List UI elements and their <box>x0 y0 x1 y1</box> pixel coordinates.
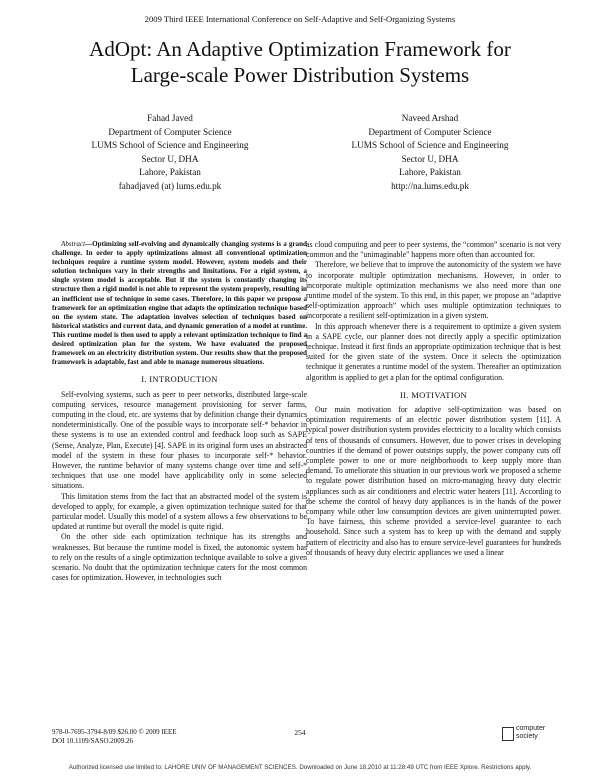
author-block <box>40 112 560 194</box>
author-name: Fahad Javed <box>147 113 193 123</box>
author-dept: Department of Computer Science <box>368 126 492 137</box>
paragraph: Therefore, we believe that to improve the autonomicity of the system we have to incorporate multiple optimization mechanisms. However, in order to incorporate multiple optimization mechanisms we also need more than one runtime model of the system. To this end, in this paper, we propose an “adaptive self-optimization approach” which uses multiple optimization techniques to incorporate a resilient self-optimization in a given system. <box>306 260 561 321</box>
abstract-text: —Optimizing self-evolving and dynamically changing systems is a grand challenge. In order to apply optimizations almost all conventional optimization techniques require a runtime system model. However, system models and their solution techniques vary in their strengths and limitations. For a rigid system, a single system model is acceptable. But if the system is constantly changing its structure then a rigid model is not able to represent the system properly, resulting in an inefficient use of technique in some cases. Therefore, in this paper we propose a framework for an optimization engine that adapts the optimization technique based on the system state. The adaptation involves selection of techniques based on historical statistics and current data, and dynamic generation of a model at runtime. This runtime model is then used to apply a relevant optimization technique to find a desired optimization plan for the system. We have evaluated the proposed framework on an electricity distribution system. Our results show that the proposed framework is adaptable, fast and able to manage numerous situations. <box>52 240 307 367</box>
logo-mark-icon <box>502 727 514 741</box>
paragraph: as cloud computing and peer to peer systems, the “common” scenario is not very common and the "unimaginable" happens more often than accounted for. <box>306 240 561 260</box>
paragraph: On the other side each optimization technique has its strengths and weaknesses. But because the runtime model is fixed, the autonomic system has to rely on the results of a single optimization technique available to solve a given scenario. No doubt that the optimization technique caters for the most common cases for optimization. However, in technologies such <box>52 532 307 583</box>
logo-text: society <box>516 732 538 740</box>
section-heading-introduction: I. INTRODUCTION <box>141 374 218 385</box>
author-dept: Department of Computer Science <box>108 126 232 137</box>
footer-isbn: 978-0-7695-3794-8/09 $26.00 © 2009 IEEE <box>52 728 177 736</box>
paragraph: Our main motivation for adaptive self-optimization was based on optimization requirements of an electric power distribution system [11]. A typical power distribution system provides electricity to a locality which consists of tens of thousands of consumers. However, due to power crises in developing countries if the demand of power outstrips supply, the power company cuts off complete power to one or more neighborhoods to keep supply more than demand. To ameliorate this situation in our previous work we proposed a scheme to regulate power distribution based on micro-managing heavy duty electric appliances such as air conditioners and electric water heaters [11]. According to the scheme the control of heavy duty appliances is in the hands of the power company while other low consumption devices are given uninterrupted power. To have fairness, this scheme provided a service-level guarantee to each household. Since such a system has to keep up with the demand and supply pattern of electricity and also has to ensure service-level guarantees for hundreds of thousands of heavy duty electric appliances we used a linear <box>306 405 561 557</box>
author-address: Sector U, DHA <box>141 153 199 164</box>
author-name: Naveed Arshad <box>401 113 459 123</box>
paragraph: This limitation stems from the fact that an abstracted model of the system is developed to apply, for example, a given optimization technique suited for that particular model. Usually this model of a system allows a few observations to be updated at runtime but overall the model is quite rigid. <box>52 491 307 532</box>
section-heading-motivation: II. MOTIVATION <box>399 389 468 400</box>
paper-title <box>20 36 580 88</box>
left-column <box>52 240 307 583</box>
author-school: LUMS School of Science and Engineering <box>91 140 249 151</box>
author-contact: http://na.lums.edu.pk <box>391 180 469 191</box>
paragraph: Self-evolving systems, such as peer to peer networks, distributed large-scale computing services, resource management provisioning for server farms, computing in the cloud, etc. are systems that by definition change their dynamics nondeterministically. One of the possible ways to incorporate self-* behavior in these systems is to use an extended control and feedback loop such as SAPE (Sense, Analyze, Plan, Execute) [4]. SAPE in its original form uses an abstracted model of the system in these four phases to incorporate self-* behavior. However, the runtime behavior of many systems change over time and self-* techniques that use one model have applicability only in some selected situations. <box>52 389 307 491</box>
author-city: Lahore, Pakistan <box>399 167 461 178</box>
author-2 <box>300 112 560 194</box>
page-number: 254 <box>294 728 306 737</box>
abstract-label: Abstract <box>61 240 86 248</box>
author-address: Sector U, DHA <box>401 153 459 164</box>
author-contact: fahadjaved (at) lums.edu.pk <box>118 180 222 191</box>
title-line-1: AdOpt: An Adaptive Optimization Framework for <box>89 37 511 61</box>
logo-text: computer <box>516 725 546 732</box>
computer-society-logo <box>502 724 562 744</box>
conference-header: 2009 Third IEEE International Conference on Self-Adaptive and Self-Organizing Systems <box>144 14 456 24</box>
title-line-2: Large-scale Power Distribution Systems <box>130 63 470 87</box>
footer-doi: DOI 10.1109/SASO.2009.26 <box>52 737 134 745</box>
abstract <box>52 240 307 367</box>
author-school: LUMS School of Science and Engineering <box>351 140 509 151</box>
authorization-notice: Authorized licensed use limited to: LAHORE UNIV OF MANAGEMENT SCIENCES. Downloaded on June 18,2010 at 11:28:49 UTC from IEEE Xplore. Restrictions apply. <box>68 764 532 771</box>
paragraph: In this approach whenever there is a requirement to optimize a given system in a SAPE cycle, our planner does not directly apply a specific optimization technique. Instead it first finds an appropriate optimization technique that is best suited for the given state of the system. Once it selects the optimization technique it generates a runtime model of the system. Thereafter an optimization algorithm is applied to get a plan for the optimal configuration. <box>306 321 561 382</box>
author-1 <box>40 112 300 194</box>
right-column <box>306 240 561 558</box>
author-city: Lahore, Pakistan <box>139 167 201 178</box>
